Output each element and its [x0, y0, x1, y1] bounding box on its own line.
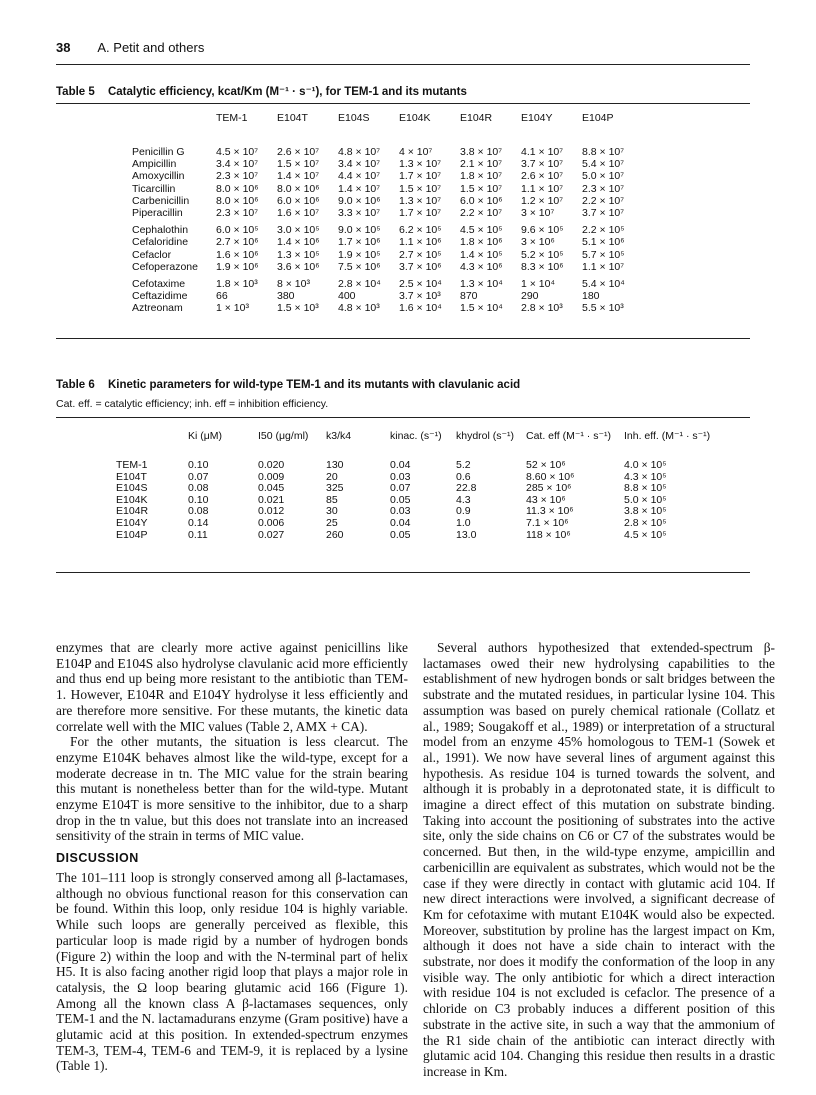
body-right-column [423, 640, 775, 1080]
table-cell: 3.6 × 10⁶ [277, 260, 320, 273]
running-head-authors: A. Petit and others [97, 40, 205, 55]
table5-col-header: E104K [399, 112, 431, 124]
table-row [132, 236, 643, 248]
row-label: Piperacillin [132, 207, 183, 220]
table-cell: 1 × 10³ [216, 302, 249, 315]
table-cell: 0.009 [258, 470, 285, 483]
table-row [116, 518, 734, 530]
table6-col-header: Ki (μM) [188, 430, 223, 442]
table5-header-stub [132, 112, 216, 146]
table-cell: 5.2 × 10⁵ [521, 248, 564, 261]
table-cell: 4.0 × 10⁵ [624, 459, 667, 471]
table-cell: 1.6 × 10⁶ [216, 248, 259, 261]
table-cell: 3.4 × 10⁷ [216, 158, 259, 171]
table-cell: 1.1 × 10⁶ [399, 236, 442, 249]
table-cell: 2.3 × 10⁷ [216, 170, 259, 183]
table-cell: 4.5 × 10⁵ [460, 224, 503, 237]
table-cell: 0.006 [258, 516, 285, 529]
table-cell: 3.8 × 10⁵ [624, 505, 667, 518]
table-cell: 0.03 [390, 505, 411, 518]
table6-top-rule [56, 417, 750, 418]
table-cell: 30 [326, 505, 338, 518]
table-cell: 0.027 [258, 528, 285, 541]
paragraph: Several authors hypothesized that extended-spectrum β-lactamases owed their new hydrolysing capabilities to the establishment of new hydrogen bonds or salt bridges between the substrate and the mutated residues, in particular lysine 104. This assumption was based on purely chemical rationale (Collatz et al., 1989; Sougakoff et al., 1989) or interpretation of a structural model from an enzyme 45% homologous to TEM-1 (Sowek et al., 1991). We now have several lines of argument against this hypothesis. As residue 104 is turned towards the solvent, and although it is probably in a deprotonated state, it is difficult to imagine a direct effect of this mutation on substrate binding. Taking into account the positioning of substrates into the active site, only the side chains on C6 or C7 of the substrates would be concerned. But then, in the wild-type enzyme, ampicillin and carbenicillin are equivalent as substrates, which would not be the case if they were directly in contact with glutamic acid 104. If new direct interactions were involved, a significant decrease of Km for cefotaxime with mutant E104K would also be expected. Moreover, substitution by proline has the largest impact on Km, although it does not have a side chain to interact with the substrate, nor does it modify the conformation of the loop in any visible way. The only antibiotic for which a direct interaction with residue 104 is not excluded is cefaclor. The presence of a chloride on C3 probably induces a different position of this substrate in the active site, in such a way that the ammonium of the R1 side chain of the antibiotic can interact directly with glutamic acid 104. Changing this residue then results in a drastic increase in Km. [423, 640, 775, 1079]
table-cell: 5.1 × 10⁶ [582, 236, 625, 249]
table-cell: 0.045 [258, 482, 285, 495]
table-row [132, 195, 643, 207]
table-cell: 2.7 × 10⁶ [216, 236, 259, 249]
table-cell: 20 [326, 470, 338, 483]
table5-top-rule [56, 103, 750, 104]
table-cell: 0.10 [188, 459, 209, 471]
table-cell: 0.11 [188, 528, 208, 541]
table-cell: 1.7 × 10⁷ [399, 207, 442, 220]
page-number: 38 [56, 40, 71, 55]
table-cell: 1.7 × 10⁶ [338, 236, 381, 249]
table6-header-row [116, 430, 734, 460]
table-cell: 3.7 × 10⁷ [521, 158, 564, 171]
row-label: TEM-1 [116, 459, 148, 471]
table-cell: 0.05 [390, 493, 411, 506]
table-cell: 7.1 × 10⁶ [526, 516, 569, 529]
table-cell: 8.0 × 10⁶ [277, 182, 320, 195]
table-row [132, 273, 643, 290]
table5-col-header: E104Y [521, 112, 553, 124]
table-cell: 2.3 × 10⁷ [582, 182, 625, 195]
table-cell: 5.0 × 10⁷ [582, 170, 625, 183]
table6-col-header: kinac. (s⁻¹) [390, 430, 442, 442]
table-cell: 0.012 [258, 505, 285, 518]
table-cell: 4.3 × 10⁶ [460, 260, 503, 273]
table6-note: Cat. eff. = catalytic efficiency; inh. eff = inhibition efficiency. [56, 398, 329, 410]
table-cell: 380 [277, 290, 295, 303]
table6-col-header: k3/k4 [326, 430, 352, 442]
table-cell: 2.1 × 10⁷ [460, 158, 503, 171]
row-label: Ampicillin [132, 158, 177, 171]
table-cell: 9.0 × 10⁶ [338, 194, 381, 207]
table-cell: 11.3 × 10⁶ [526, 505, 574, 518]
table-cell: 8 × 10³ [277, 277, 310, 290]
table-cell: 3 × 10⁷ [521, 207, 555, 220]
row-label: E104K [116, 493, 148, 506]
table6-bottom-rule [56, 572, 750, 573]
table-cell: 290 [521, 290, 539, 303]
row-label: Cefotaxime [132, 277, 186, 290]
header-rule [56, 64, 750, 65]
table6-label: Table 6 [56, 379, 95, 391]
table-cell: 13.0 [456, 528, 477, 541]
row-label: Cefaloridine [132, 236, 189, 249]
row-label: Cefaclor [132, 248, 172, 261]
table-cell: 5.5 × 10³ [582, 302, 624, 315]
row-label: Amoxycillin [132, 170, 185, 183]
table-row [132, 158, 643, 170]
table6-col-header: Inh. eff. (M⁻¹ · s⁻¹) [624, 430, 711, 442]
table-cell: 0.10 [188, 493, 209, 506]
table-cell: 3.4 × 10⁷ [338, 158, 381, 171]
table-cell: 1.5 × 10³ [277, 302, 319, 315]
table-cell: 5.2 [456, 459, 471, 471]
table-cell: 1.9 × 10⁵ [338, 248, 381, 261]
table-cell: 8.0 × 10⁶ [216, 182, 259, 195]
table-cell: 22.8 [456, 482, 477, 495]
table-cell: 9.6 × 10⁵ [521, 224, 564, 237]
table-row [132, 170, 643, 182]
table-cell: 1.5 × 10⁷ [399, 182, 442, 195]
table-cell: 8.8 × 10⁵ [624, 482, 667, 495]
table-cell: 5.0 × 10⁵ [624, 493, 667, 506]
row-label: Cefoperazone [132, 260, 198, 273]
table-row [132, 302, 643, 314]
table-cell: 3 × 10⁶ [521, 236, 555, 249]
table-cell: 325 [326, 482, 344, 495]
table-row [132, 146, 643, 158]
row-label: E104T [116, 470, 147, 483]
table-cell: 400 [338, 290, 356, 303]
table-cell: 1.8 × 10⁶ [460, 236, 503, 249]
table-cell: 2.2 × 10⁷ [582, 194, 625, 207]
table-cell: 6.0 × 10⁶ [460, 194, 503, 207]
row-label: Carbenicillin [132, 194, 190, 207]
table-cell: 1.3 × 10⁴ [460, 277, 503, 290]
table-cell: 2.8 × 10⁴ [338, 277, 381, 290]
table-cell: 85 [326, 493, 338, 506]
paragraph: For the other mutants, the situation is less clearcut. The enzyme E104K behaves almost like the wild-type, except for a moderate decrease in tn. The MIC value for the strain bearing this mutant is nonetheless better than for the wild-type. Mutant enzyme E104T is more sensitive to the inhibitor, due to a sharp drop in the tn value, but this does not translate into an increased sensitivity of the strain in terms of MIC value. [56, 734, 408, 844]
table-cell: 1.3 × 10⁷ [399, 158, 442, 171]
table-cell: 0.07 [390, 482, 411, 495]
table6-col-header: Cat. eff (M⁻¹ · s⁻¹) [526, 430, 611, 442]
table5-col-header: E104R [460, 112, 493, 124]
table-cell: 4.8 × 10³ [338, 302, 380, 315]
table5 [132, 112, 643, 314]
table-cell: 0.08 [188, 505, 209, 518]
table-cell: 8.60 × 10⁶ [526, 470, 575, 483]
table-cell: 2.8 × 10³ [521, 302, 563, 315]
table6-col-header: I50 (μg/ml) [258, 430, 309, 442]
table5-header-row [132, 112, 643, 146]
table-cell: 4.3 [456, 493, 471, 506]
table-cell: 1 × 10⁴ [521, 277, 555, 290]
table-cell: 3.3 × 10⁷ [338, 207, 381, 220]
table-cell: 1.6 × 10⁴ [399, 302, 442, 315]
table-cell: 1.1 × 10⁷ [582, 260, 625, 273]
table-cell: 66 [216, 290, 228, 303]
row-label: Ceftazidime [132, 290, 188, 303]
table5-label: Table 5 [56, 86, 95, 98]
table-cell: 1.7 × 10⁷ [399, 170, 442, 183]
table-cell: 43 × 10⁶ [526, 493, 566, 506]
table-cell: 0.03 [390, 470, 411, 483]
table-cell: 3.7 × 10³ [399, 290, 441, 303]
table-cell: 5.7 × 10⁵ [582, 248, 625, 261]
table5-caption [56, 84, 467, 98]
table-cell: 0.05 [390, 528, 411, 541]
table-cell: 5.4 × 10⁴ [582, 277, 625, 290]
body-left-column [56, 640, 408, 844]
table5-col-header: E104T [277, 112, 308, 124]
table-row [132, 249, 643, 261]
table6 [116, 430, 734, 541]
table-cell: 6.0 × 10⁶ [277, 194, 320, 207]
table-cell: 3.7 × 10⁷ [582, 207, 625, 220]
table-cell: 0.020 [258, 459, 285, 471]
table-cell: 260 [326, 528, 344, 541]
table-cell: 0.04 [390, 459, 411, 471]
table6-header-stub [116, 430, 188, 460]
table-cell: 2.5 × 10⁴ [399, 277, 442, 290]
table5-col-header: TEM-1 [216, 112, 248, 124]
table5-col-header: E104P [582, 112, 614, 124]
table-cell: 1.0 [456, 516, 471, 529]
table-cell: 25 [326, 516, 338, 529]
table-cell: 8.3 × 10⁶ [521, 260, 564, 273]
table6-title: Kinetic parameters for wild-type TEM-1 and its mutants with clavulanic acid [107, 379, 521, 391]
paragraph: The 101–111 loop is strongly conserved among all β-lactamases, although no obvious functional reason for this conservation can be found. Within this loop, only residue 104 is highly variable. While such loops are generally perceived as flexible, this particular loop is made rigid by a number of hydrogen bonds (Figure 2) within the loop and with the N-terminal part of helix H5. It is also facing another rigid loop that plays a major role in catalysis, the Ω loop bearing glutamic acid 166 (Figure 1). Among all the known class A β-lactamases sequences, only TEM-1 and the N. lactamadurans enzyme (Gram positive) have a glutamic acid at this position. In extended-spectrum enzymes TEM-3, TEM-4, TEM-6 and TEM-9, it is replaced by a lysine (Table 1). [56, 870, 408, 1074]
table-cell: 2.8 × 10⁵ [624, 516, 667, 529]
row-label: E104R [116, 505, 149, 518]
table-cell: 8.8 × 10⁷ [582, 146, 625, 159]
table-cell: 0.6 [456, 470, 471, 483]
table-cell: 2.7 × 10⁵ [399, 248, 442, 261]
running-head [56, 40, 204, 55]
table-cell: 9.0 × 10⁵ [338, 224, 381, 237]
table-cell: 0.07 [188, 470, 209, 483]
table-row [132, 207, 643, 219]
table-cell: 0.04 [390, 516, 411, 529]
table-cell: 1.4 × 10⁷ [277, 170, 320, 183]
table-cell: 5.4 × 10⁷ [582, 158, 625, 171]
table-cell: 1.3 × 10⁵ [277, 248, 320, 261]
table-cell: 3.0 × 10⁵ [277, 224, 320, 237]
table-cell: 1.4 × 10⁷ [338, 182, 381, 195]
table-cell: 3.8 × 10⁷ [460, 146, 503, 159]
body-left-column-lower [56, 870, 408, 1074]
table-cell: 2.6 × 10⁷ [277, 146, 320, 159]
table-cell: 7.5 × 10⁶ [338, 260, 381, 273]
table-cell: 0.021 [258, 493, 285, 506]
table-cell: 4 × 10⁷ [399, 146, 433, 159]
table-row [116, 530, 734, 542]
table-cell: 1.5 × 10⁷ [460, 182, 503, 195]
row-label: Ticarcillin [132, 182, 176, 195]
table-cell: 1.5 × 10⁷ [277, 158, 320, 171]
row-label: Aztreonam [132, 302, 183, 315]
table-cell: 0.14 [188, 516, 209, 529]
table-cell: 4.1 × 10⁷ [521, 146, 564, 159]
table-cell: 1.1 × 10⁷ [521, 182, 564, 195]
table-cell: 2.3 × 10⁷ [216, 207, 259, 220]
table-cell: 0.9 [456, 505, 471, 518]
table5-bottom-rule [56, 338, 750, 339]
table-cell: 118 × 10⁶ [526, 528, 571, 541]
table-cell: 1.4 × 10⁶ [277, 236, 320, 249]
table-cell: 2.6 × 10⁷ [521, 170, 564, 183]
table-cell: 2.2 × 10⁷ [460, 207, 503, 220]
table-row [132, 290, 643, 302]
table5-col-header: E104S [338, 112, 370, 124]
table-cell: 4.5 × 10⁷ [216, 146, 259, 159]
table-cell: 130 [326, 459, 344, 471]
table-cell: 2.2 × 10⁵ [582, 224, 625, 237]
table-cell: 285 × 10⁶ [526, 482, 572, 495]
table-cell: 4.3 × 10⁵ [624, 470, 667, 483]
table-cell: 1.3 × 10⁷ [399, 194, 442, 207]
table-cell: 4.8 × 10⁷ [338, 146, 381, 159]
row-label: E104Y [116, 516, 148, 529]
table-cell: 6.0 × 10⁵ [216, 224, 259, 237]
table-row [116, 460, 734, 472]
table-cell: 870 [460, 290, 478, 303]
table-cell: 1.8 × 10³ [216, 277, 258, 290]
row-label: Penicillin G [132, 146, 185, 159]
table-cell: 0.08 [188, 482, 209, 495]
row-label: E104P [116, 528, 148, 541]
table-cell: 1.8 × 10⁷ [460, 170, 503, 183]
row-label: Cephalothin [132, 224, 189, 237]
table-row [132, 183, 643, 195]
table-cell: 4.4 × 10⁷ [338, 170, 381, 183]
table-cell: 6.2 × 10⁵ [399, 224, 442, 237]
row-label: E104S [116, 482, 148, 495]
table-cell: 3.7 × 10⁶ [399, 260, 442, 273]
paragraph: enzymes that are clearly more active against penicillins like E104P and E104S also hydrolyse clavulanic acid more efficiently and thus end up being more resistant to the antibiotic than TEM-1. However, E104R and E104Y hydrolyse it less efficiently and are therefore more sensitive. For these mutants, the kinetic data correlate well with the MIC values (Table 2, AMX + CA). [56, 640, 408, 734]
table-cell: 1.9 × 10⁶ [216, 260, 259, 273]
table-cell: 1.6 × 10⁷ [277, 207, 320, 220]
table-row [132, 261, 643, 273]
table-cell: 4.5 × 10⁵ [624, 528, 667, 541]
table-cell: 1.2 × 10⁷ [521, 194, 564, 207]
section-heading: DISCUSSION [56, 851, 139, 865]
table-row [132, 219, 643, 236]
table-cell: 1.4 × 10⁵ [460, 248, 503, 261]
table-cell: 8.0 × 10⁶ [216, 194, 259, 207]
table-cell: 52 × 10⁶ [526, 459, 566, 471]
table6-caption [56, 379, 520, 391]
table6-col-header: khydrol (s⁻¹) [456, 430, 515, 442]
table-cell: 180 [582, 290, 600, 303]
table-cell: 1.5 × 10⁴ [460, 302, 503, 315]
table5-title: Catalytic efficiency, kcat/Km (M⁻¹ · s⁻¹), for TEM-1 and its mutants [107, 86, 467, 98]
